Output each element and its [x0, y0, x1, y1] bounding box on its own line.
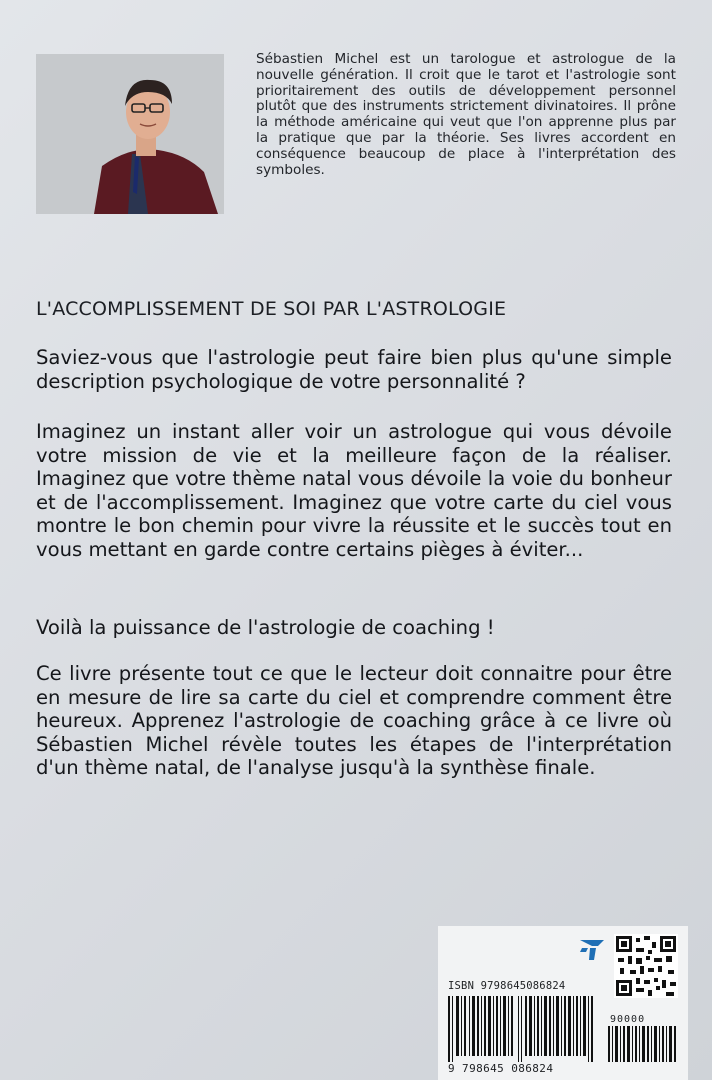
barcode-digits: 9 798645 086824 — [448, 1062, 554, 1075]
author-portrait-icon — [36, 54, 224, 214]
author-photo — [36, 54, 224, 214]
publisher-logo-icon — [578, 936, 606, 962]
blurb-paragraph-1: Saviez-vous que l'astrologie peut faire bien plus qu'une simple description psychologique de votre personnalité ? — [36, 346, 672, 393]
barcode-panel — [438, 926, 688, 1080]
blurb-paragraph-4: Ce livre présente tout ce que le lecteur doit connaitre pour être en mesure de lire sa carte du ciel et comprendre comment être heureux. Apprenez l'astrologie de coaching grâce à ce livre où Sébastien Michel révèle toutes les étapes de l'interprétation d'un thème natal, de l'analyse jusqu'à la synthèse finale. — [36, 662, 672, 780]
isbn-label: ISBN 9798645086824 — [448, 980, 566, 992]
blurb-title: L'ACCOMPLISSEMENT DE SOI PAR L'ASTROLOGIE — [36, 298, 507, 320]
price-barcode — [608, 1026, 678, 1062]
price-code: 90000 — [610, 1014, 646, 1025]
qr-code-icon — [614, 934, 678, 998]
author-bio: Sébastien Michel est un tarologue et astrologue de la nouvelle génération. Il croit que le tarot et l'astrologie sont prioritairement des outils de développement personnel plutôt que des instruments strictement divinatoires. Il prône la méthode américaine qui veut que l'on apprenne plus par la pratique que par la théorie. Ses livres accordent en conséquence beaucoup de place à l'interprétation des symboles. — [256, 51, 676, 178]
blurb-paragraph-2: Imaginez un instant aller voir un astrologue qui vous dévoile votre mission de vie et la meilleure façon de la réaliser. Imaginez que votre thème natal vous dévoile la voie du bonheur et de l'accomplissement. Imaginez que votre carte du ciel vous montre le bon chemin pour vivre la réussite et le succès tout en vous mettant en garde contre certains pièges à éviter... — [36, 420, 672, 561]
isbn-barcode — [448, 996, 598, 1062]
blurb-paragraph-3: Voilà la puissance de l'astrologie de coaching ! — [36, 616, 495, 639]
